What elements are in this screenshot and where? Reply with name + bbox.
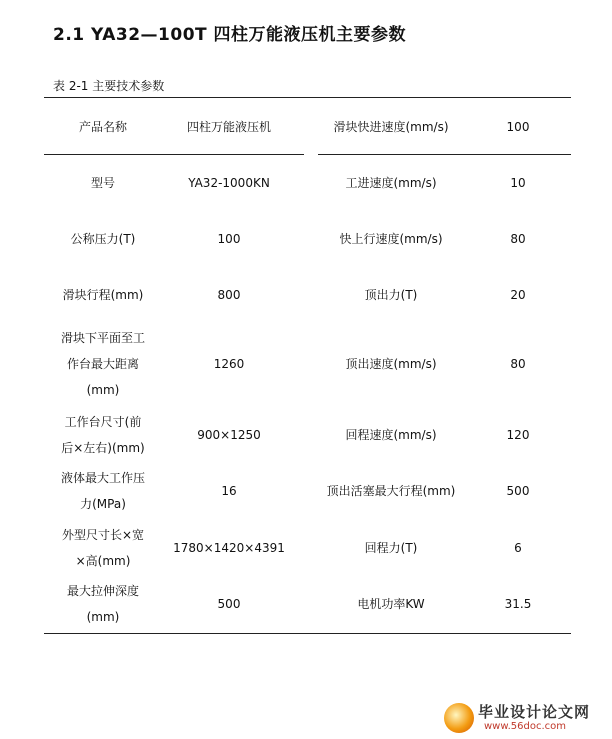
param-value-cell-right: 500 <box>506 484 530 498</box>
param-name-line: (mm) <box>86 383 120 397</box>
param-name-cell <box>44 282 162 308</box>
param-name-cell <box>44 465 162 517</box>
param-name-cell-right: 回程力(T) <box>364 541 418 555</box>
param-name-line: 公称压力(T) <box>70 232 136 246</box>
param-name-cell <box>44 522 162 574</box>
site-watermark <box>444 701 604 735</box>
param-name-line: 工作台尺寸(前 <box>64 415 142 429</box>
table-top-rule <box>44 97 571 98</box>
param-value-cell-right: 100 <box>506 120 530 134</box>
param-value-cell: 100 <box>217 232 241 246</box>
param-value-cell-right: 10 <box>510 176 526 190</box>
param-name-line: 作台最大距离 <box>66 357 139 371</box>
section-heading: 2.1 YA32—100T 四柱万能液压机主要参数 <box>53 25 407 45</box>
param-name-cell <box>44 409 162 461</box>
param-value-cell: 800 <box>217 288 241 302</box>
param-name-line: 型号 <box>90 176 115 190</box>
header-rule-left <box>44 154 304 155</box>
param-name-cell <box>44 170 162 196</box>
watermark-title: 毕业设计论文网 <box>478 703 591 721</box>
param-value-cell: 四柱万能液压机 <box>186 120 271 134</box>
param-value-cell: 500 <box>217 597 241 611</box>
param-name-cell-right: 顶出力(T) <box>364 288 418 302</box>
param-value-cell: 1780×1420×4391 <box>173 541 285 555</box>
param-name-cell-right: 工进速度(mm/s) <box>345 176 437 190</box>
param-name-line: 滑块下平面至工 <box>60 331 145 345</box>
param-name-cell-right: 电机功率KW <box>357 597 425 611</box>
param-value-cell-right: 120 <box>506 428 530 442</box>
param-name-cell <box>44 578 162 630</box>
param-value-cell-right: 80 <box>510 357 526 371</box>
param-value-cell-right: 80 <box>510 232 526 246</box>
table-bottom-rule <box>44 633 571 634</box>
param-name-cell-right: 顶出速度(mm/s) <box>345 357 437 371</box>
param-name-line: 外型尺寸长×宽 <box>61 528 145 542</box>
param-value-cell: YA32-1000KN <box>188 176 270 190</box>
param-name-line: 产品名称 <box>78 120 127 134</box>
watermark-logo-icon <box>444 703 474 733</box>
param-name-cell <box>44 325 162 403</box>
param-name-cell <box>44 114 162 140</box>
param-name-line: 后×左右)(mm) <box>61 441 145 455</box>
param-name-line: 力(MPa) <box>80 497 126 511</box>
header-rule-right <box>318 154 571 155</box>
param-name-line: 滑块行程(mm) <box>62 288 144 302</box>
table-caption: 表 2-1 主要技术参数 <box>53 79 165 93</box>
param-name-cell-right: 滑块快进速度(mm/s) <box>333 120 449 134</box>
param-name-line: 液体最大工作压 <box>60 471 145 485</box>
param-name-line: (mm) <box>86 610 120 624</box>
param-name-cell-right: 顶出活塞最大行程(mm) <box>326 484 456 498</box>
param-name-cell-right: 回程速度(mm/s) <box>345 428 437 442</box>
param-name-line: ×高(mm) <box>75 554 131 568</box>
param-value-cell: 16 <box>221 484 237 498</box>
param-value-cell: 900×1250 <box>197 428 261 442</box>
param-value-cell-right: 6 <box>514 541 522 555</box>
param-value-cell: 1260 <box>213 357 245 371</box>
param-name-line: 最大拉伸深度 <box>66 584 139 598</box>
param-value-cell-right: 31.5 <box>504 597 532 611</box>
param-name-cell-right: 快上行速度(mm/s) <box>339 232 443 246</box>
param-name-cell <box>44 226 162 252</box>
param-value-cell-right: 20 <box>510 288 526 302</box>
watermark-url: www.56doc.com <box>484 721 567 732</box>
